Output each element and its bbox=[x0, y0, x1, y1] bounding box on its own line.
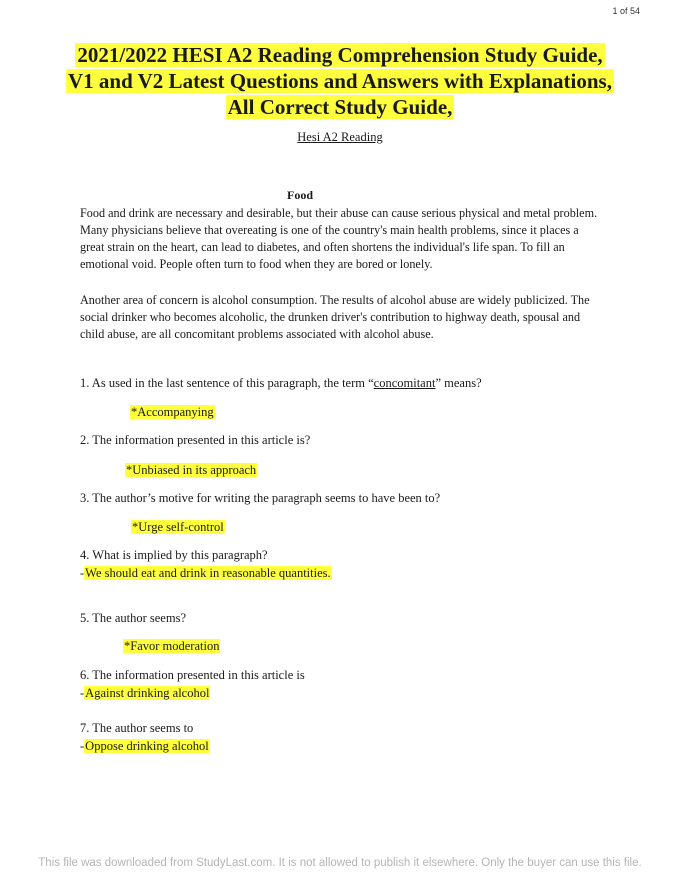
answer-4-dash: - bbox=[80, 566, 85, 580]
title-line-1: 2021/2022 HESI A2 Reading Comprehension Study Guide, bbox=[77, 43, 603, 67]
answer-1 bbox=[130, 404, 215, 421]
document-title bbox=[40, 42, 640, 120]
answer-1-text: *Accompanying bbox=[131, 405, 214, 419]
answer-6 bbox=[80, 685, 210, 702]
answer-5 bbox=[123, 638, 220, 655]
answer-7-dash: - bbox=[80, 739, 85, 753]
question-7: 7. The author seems to bbox=[80, 721, 194, 735]
download-footer-notice: This file was downloaded from StudyLast.com. It is not allowed to publish it elsewhere. Only the buyer can use this file. bbox=[38, 857, 642, 869]
question-1-term: concomitant bbox=[373, 376, 436, 390]
answer-7 bbox=[80, 738, 210, 755]
answer-4-text: We should eat and drink in reasonable quantities. bbox=[85, 566, 331, 580]
passage-paragraph-1: Food and drink are necessary and desirable, but their abuse can cause serious physical and metal problem. Many physicians believe that overeating is one of the country's main health problems, since it places a great strain on the heart, can lead to diabetes, and often shortens the individual's life span. To fill an emotional void. People often turn to food when they are bored or lonely. bbox=[80, 206, 598, 271]
answer-6-text: Against drinking alcohol bbox=[85, 686, 210, 700]
answer-3 bbox=[131, 519, 225, 536]
question-3: 3. The author’s motive for writing the paragraph seems to have been to? bbox=[80, 491, 441, 505]
document-subtitle: Hesi A2 Reading bbox=[297, 130, 383, 144]
title-line-3: All Correct Study Guide, bbox=[227, 95, 453, 119]
question-2: 2. The information presented in this article is? bbox=[80, 433, 311, 447]
question-6: 6. The information presented in this article is bbox=[80, 668, 305, 682]
title-line-2: V1 and V2 Latest Questions and Answers with Explanations, bbox=[68, 69, 612, 93]
passage-heading: Food bbox=[286, 188, 313, 202]
question-1-text-suffix: ” means? bbox=[435, 376, 482, 390]
answer-2-text: *Unbiased in its approach bbox=[126, 463, 257, 477]
question-1 bbox=[80, 375, 600, 392]
answer-5-text: *Favor moderation bbox=[124, 639, 220, 653]
page-number: 1 of 54 bbox=[612, 6, 640, 16]
question-1-text-prefix: 1. As used in the last sentence of this paragraph, the term “ bbox=[80, 376, 374, 390]
question-5: 5. The author seems? bbox=[80, 611, 186, 625]
answer-7-text: Oppose drinking alcohol bbox=[85, 739, 209, 753]
answer-2 bbox=[125, 462, 257, 479]
answer-3-text: *Urge self-control bbox=[132, 520, 224, 534]
question-4: 4. What is implied by this paragraph? bbox=[80, 548, 268, 562]
passage-paragraph-2: Another area of concern is alcohol consumption. The results of alcohol abuse are widely publicized. The social drinker who becomes alcoholic, the drunken driver's contribution to highway death, spousal and child abuse, are all concomitant problems associated with alcohol abuse. bbox=[80, 293, 590, 341]
answer-6-dash: - bbox=[80, 686, 85, 700]
answer-4 bbox=[80, 565, 332, 582]
